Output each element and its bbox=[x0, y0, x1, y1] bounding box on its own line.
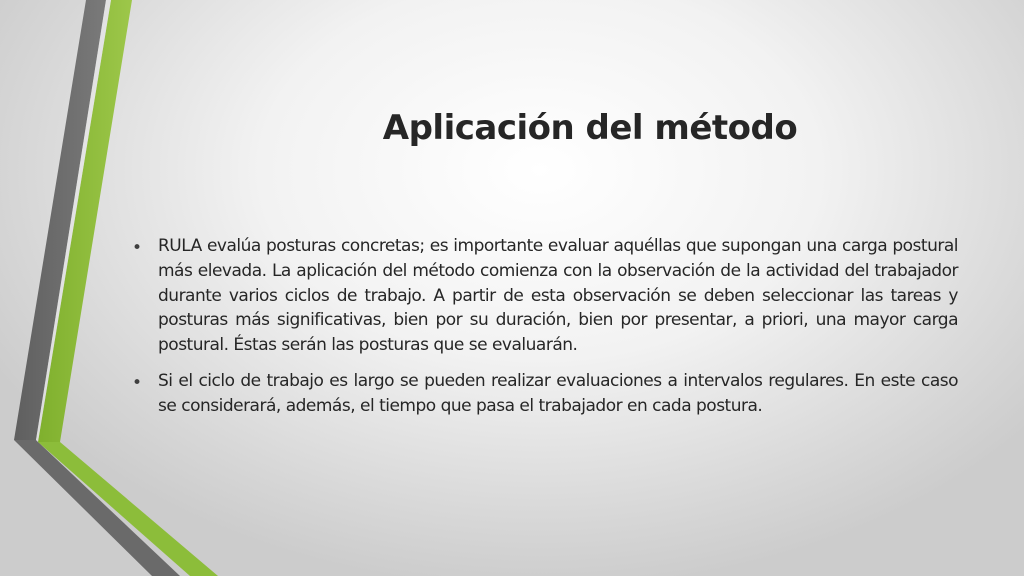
bullet-item-2 bbox=[132, 369, 958, 419]
gray-diagonal-stripe bbox=[14, 440, 180, 576]
bullet-dot-icon: • bbox=[132, 372, 143, 393]
bullet-list bbox=[132, 234, 958, 430]
slide-title: Aplicación del método bbox=[382, 108, 798, 148]
bullet-text-2: Si el ciclo de trabajo es largo se pueden realizar evaluaciones a intervalos regulares. En este caso se considerará, además, el tiempo que pasa el trabajador en cada postura. bbox=[158, 370, 958, 416]
stripe-highlight bbox=[36, 0, 111, 442]
bullet-text-1: RULA evalúa posturas concretas; es importante evaluar aquéllas que supongan una carga postural más elevada. La aplicación del método comienza con la observación de la actividad del trabajador durante varios ciclos de trabajo. A partir de esta observación se deben seleccionar las tareas y posturas más significativas, bien por su duración, bien por presentar, a priori, una mayor carga postural. Éstas serán las posturas que se evaluarán. bbox=[158, 236, 958, 356]
green-diagonal-stripe bbox=[38, 442, 218, 576]
bullet-item-1 bbox=[132, 234, 958, 358]
bullet-dot-icon: • bbox=[132, 238, 143, 258]
